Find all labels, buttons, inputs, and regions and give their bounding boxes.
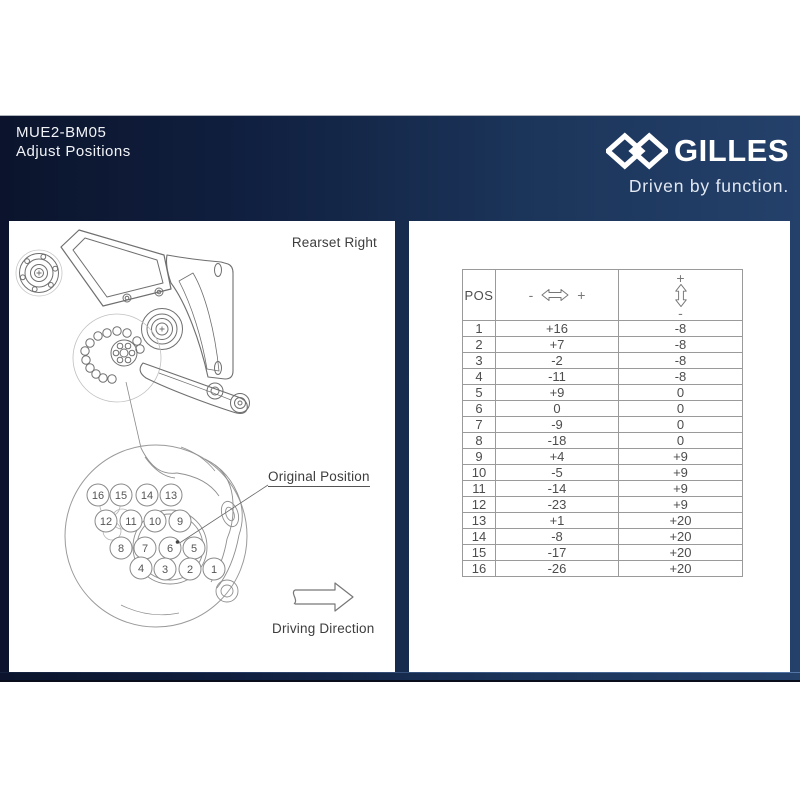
position-bubble-number: 6 <box>166 542 174 555</box>
table-row: 13 +1 +20 <box>463 513 743 529</box>
vertical-adjust-header <box>619 270 743 321</box>
position-bubble-number: 1 <box>210 563 218 576</box>
table-row: 6 0 0 <box>463 401 743 417</box>
position-bubble-number: 16 <box>91 489 105 502</box>
position-bubble-number: 4 <box>137 562 145 575</box>
table-row: 16 -26 +20 <box>463 561 743 577</box>
table-row: 12 -23 +9 <box>463 497 743 513</box>
plus-sign: + <box>577 286 586 303</box>
product-code: MUE2-BM05 <box>16 124 107 141</box>
positions-table <box>462 269 743 577</box>
table-row: 15 -17 +20 <box>463 545 743 561</box>
position-bubble-number: 15 <box>114 489 128 502</box>
table-row: 3 -2 -8 <box>463 353 743 369</box>
table-row: 2 +7 -8 <box>463 337 743 353</box>
table-row: 7 -9 0 <box>463 417 743 433</box>
table-row: 14 -8 +20 <box>463 529 743 545</box>
gilles-logo-mark-icon <box>606 132 668 170</box>
table-row: 9 +4 +9 <box>463 449 743 465</box>
position-bubble-number: 11 <box>125 515 137 528</box>
minus-sign: - <box>528 286 534 303</box>
driving-direction-arrow-icon <box>289 581 357 618</box>
position-bubble-number: 5 <box>190 542 198 555</box>
page-title: Adjust Positions <box>16 143 131 160</box>
brand-name: GILLES <box>674 133 789 168</box>
position-bubble-number: 10 <box>148 515 162 528</box>
original-position-label: Original Position <box>268 469 370 487</box>
bottom-bar-highlight <box>0 672 800 673</box>
position-bubble-number: 3 <box>161 563 169 576</box>
table-row: 10 -5 +9 <box>463 465 743 481</box>
position-bubble-number: 14 <box>140 489 154 502</box>
original-position-dot <box>176 540 180 544</box>
brand-tagline: Driven by function. <box>628 176 789 196</box>
diagram-panel <box>9 221 395 672</box>
position-bubble-number: 13 <box>164 489 178 502</box>
table-row: 11 -14 +9 <box>463 481 743 497</box>
position-bubble-number: 9 <box>176 515 184 528</box>
view-label: Rearset Right <box>291 235 377 250</box>
position-bubble-number: 8 <box>117 542 125 555</box>
pos-column-header: POS <box>463 270 496 321</box>
driving-direction-label: Driving Direction <box>272 621 375 636</box>
position-bubble-number: 12 <box>99 515 113 528</box>
brand-logo <box>606 132 789 170</box>
position-bubble-number: 2 <box>186 563 194 576</box>
table-row: 5 +9 0 <box>463 385 743 401</box>
vertical-double-arrow-icon <box>674 283 688 308</box>
table-row: 1 +16 -8 <box>463 321 743 337</box>
plus-sign: + <box>676 269 685 286</box>
horizontal-double-arrow-icon <box>540 288 570 302</box>
table-row: 4 -11 -8 <box>463 369 743 385</box>
table-row: 8 -18 0 <box>463 433 743 449</box>
horizontal-adjust-header <box>496 270 619 321</box>
position-bubble-number: 7 <box>141 542 149 555</box>
table-panel <box>409 221 790 672</box>
slide-bottom-edge <box>0 680 800 682</box>
minus-sign: - <box>678 304 683 321</box>
slide-background <box>0 115 800 682</box>
